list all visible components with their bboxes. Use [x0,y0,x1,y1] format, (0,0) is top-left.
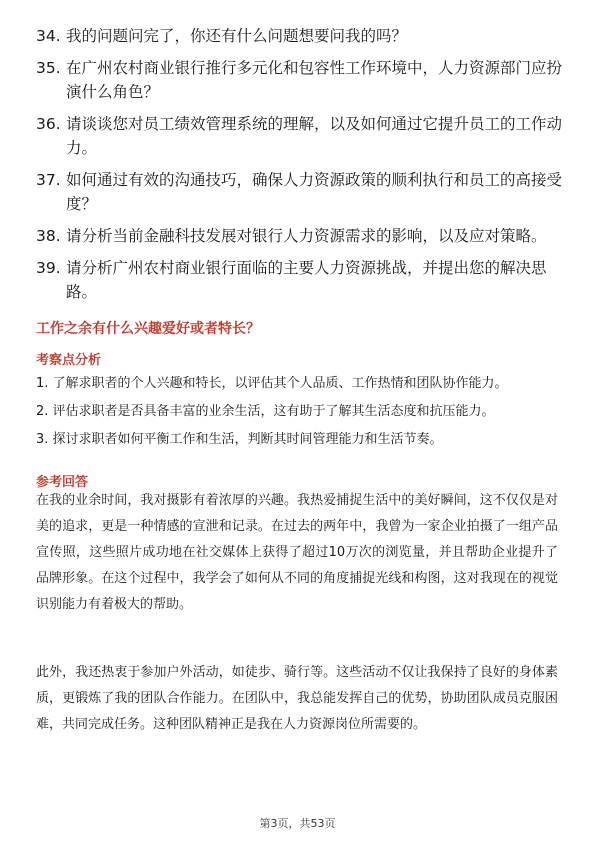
question-text: 如何通过有效的沟通技巧，确保人力资源政策的顺利执行和员工的高接受度？ [66,171,563,213]
question-number: 39. [36,259,61,277]
question-item [36,56,566,104]
question-item [36,256,566,304]
answer-heading: 参考回答 [36,475,89,490]
question-text: 我的问题问完了，你还有什么问题想要问我的吗？ [66,27,408,45]
section-title: 工作之余有什么兴趣爱好或者特长？ [36,321,260,337]
question-number: 35. [36,59,61,77]
answer-paragraph: 此外，我还热衷于参加户外活动，如徒步、骑行等。这些活动不仅让我保持了良好的身体素质，更锻炼了我的团队合作能力。在团队中，我总能发挥自己的优势，协助团队成员克服困难，共同完成任务。这种团队精神正是我在人力资源岗位所需要的。 [36,665,558,732]
question-number: 37. [36,171,61,189]
question-list [36,24,566,312]
analysis-item: 1. 了解求职者的个人兴趣和特长，以评估其个人品质、工作热情和团队协作能力。 [36,376,508,391]
analysis-heading: 考察点分析 [36,353,102,368]
page-footer: 第3页，共53页 [259,817,336,830]
question-number: 38. [36,227,61,245]
question-text: 请谈谈您对员工绩效管理系统的理解，以及如何通过它提升员工的工作动力。 [66,115,563,157]
question-text: 请分析当前金融科技发展对银行人力资源需求的影响，以及应对策略。 [66,227,547,245]
question-item [36,112,566,160]
answer-paragraph: 在我的业余时间，我对摄影有着浓厚的兴趣。我热爱捕捉生活中的美好瞬间，这不仅仅是对美的追求，更是一种情感的宣泄和记录。在过去的两年中，我曾为一家企业拍摄了一组产品宣传照，这些照片成功地在社交媒体上获得了超过10万次的浏览量，并且帮助企业提升了品牌形象。在这个过程中，我学会了如何从不同的角度捕捉光线和构图，这对我现在的视觉识别能力有着极大的帮助。 [36,493,558,612]
analysis-item: 2. 评估求职者是否具备丰富的业余生活，这有助于了解其生活态度和抗压能力。 [36,404,495,419]
question-number: 34. [36,27,61,45]
analysis-item: 3. 探讨求职者如何平衡工作和生活，判断其时间管理能力和生活节奏。 [36,432,443,447]
question-text: 请分析广州农村商业银行面临的主要人力资源挑战，并提出您的解决思路。 [66,259,547,301]
question-number: 36. [36,115,61,133]
analysis-list [36,374,566,458]
question-text: 在广州农村商业银行推行多元化和包容性工作环境中，人力资源部门应扮演什么角色？ [66,59,563,101]
question-item [36,168,566,216]
question-item [36,24,566,48]
question-item [36,224,566,248]
